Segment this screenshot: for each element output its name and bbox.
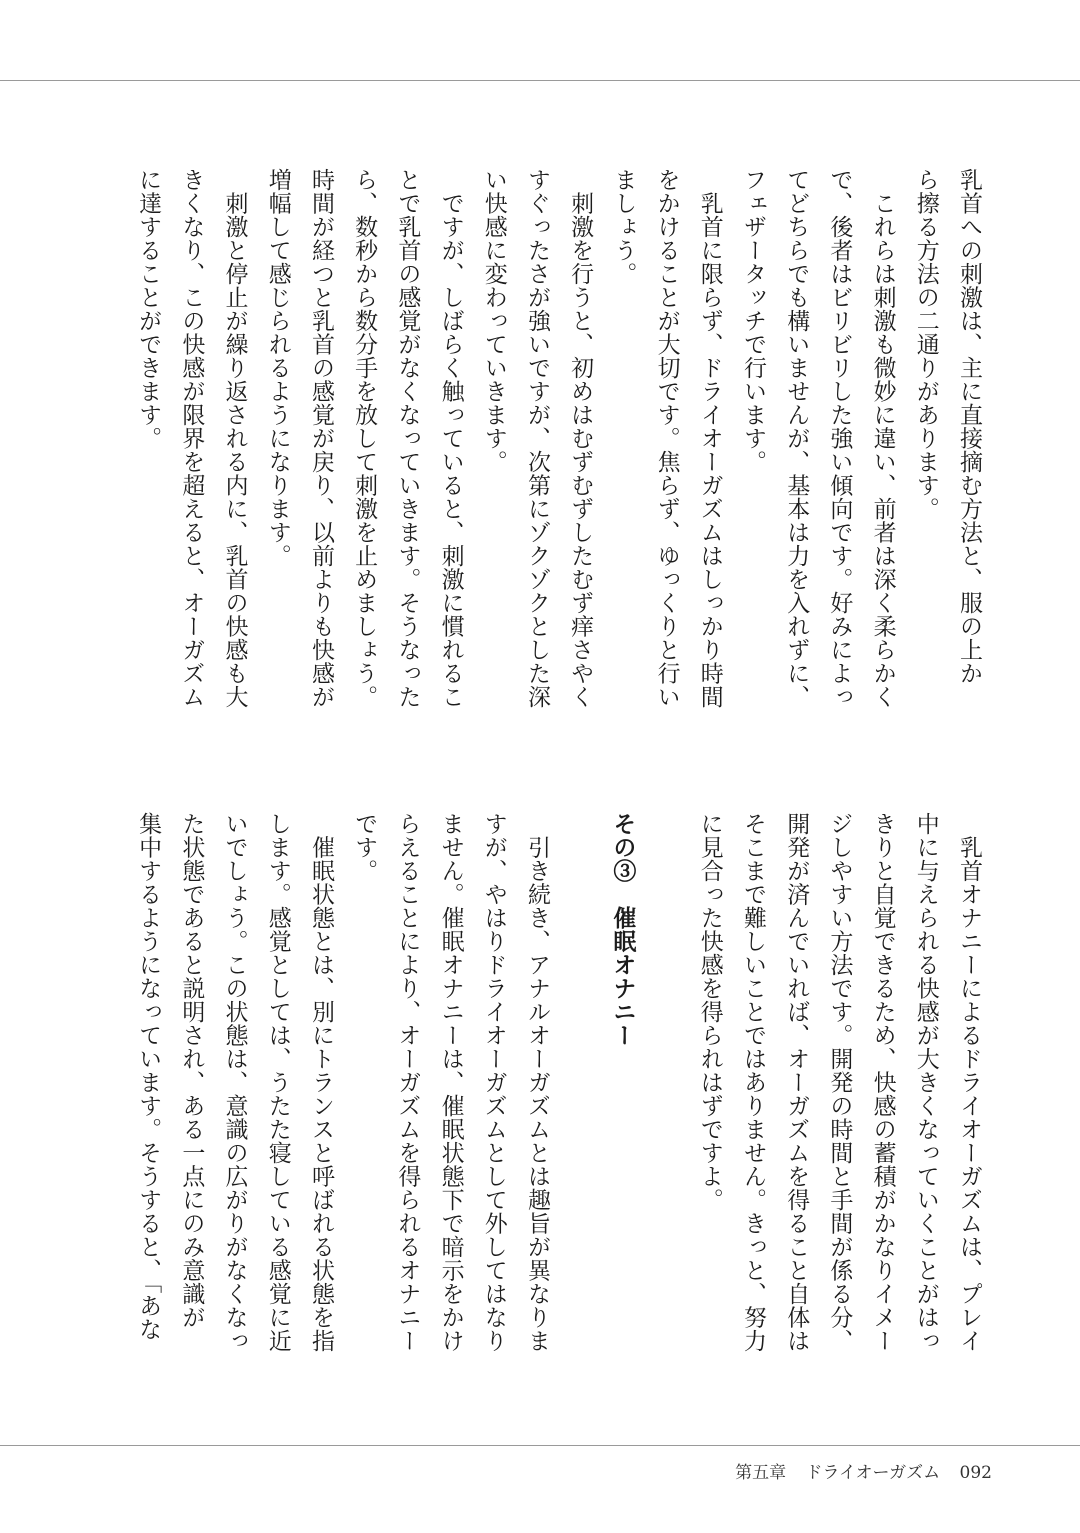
text-line: た状態であると説明され、ある一点にのみ意識が [178,812,205,1329]
text-line: 引き続き、アナルオーガズムとは趣旨が異なりま [523,812,550,1353]
text-line: 刺激を行うと、初めはむずむずしたむず痒さやく [567,168,594,709]
text-line: ましょう。 [610,168,637,286]
text-line: きくなり、この快感が限界を超えると、オーガズム [178,168,205,709]
text-line: これらは刺激も微妙に違い、前者は深く柔らかく [869,168,896,709]
text-line: すぐったさが強いですが、次第にゾクゾクとした深 [523,168,550,709]
text-line: 乳首オナニーによるドライオーガズムは、プレイ [956,812,982,1353]
bottom-rule [0,1445,1080,1446]
chapter-label: 第五章 [735,1463,787,1483]
text-line: 時間が経つと乳首の感覚が戻り、以前よりも快感が [307,168,334,709]
text-line: 乳首への刺激は、主に直接摘む方法と、服の上か [956,168,982,685]
text-line: いでしょう。この状態は、意識の広がりがなくなっ [221,812,248,1353]
text-line: らえることにより、オーガズムを得られるオナニー [394,812,421,1353]
chapter-title: ドライオーガズム [805,1463,941,1483]
text-line: 刺激と停止が繰り返される内に、乳首の快感も大 [221,168,248,709]
text-line: に達することができます。 [135,168,162,450]
text-line: ら、数秒から数分手を放して刺激を止めましょう。 [351,168,378,709]
text-line: に見合った快感を得られはずですよ。 [696,812,723,1212]
page-number: 092 [959,1463,992,1483]
text-line: ジしやすい方法です。開発の時間と手間が係る分、 [826,812,853,1353]
upper-text-block [126,168,990,748]
text-line: します。感覚としては、うたた寝している感覚に近 [264,812,291,1353]
text-line: をかけることが大切です。焦らず、ゆっくりと行い [653,168,680,709]
top-rule [0,80,1080,81]
text-line: です。 [351,812,378,883]
blank-line [644,812,687,1392]
text-line: い快感に変わっていきます。 [480,168,507,474]
text-line: きりと自覚できるため、快感の蓄積がかなりイメー [869,812,896,1353]
text-line: 開発が済んでいれば、オーガズムを得ること自体は [783,812,810,1353]
text-line: で、後者はビリビリした強い傾向です。好みによっ [826,168,853,709]
text-line: そこまで難しいことではありません。きっと、努力 [739,812,766,1353]
section-heading: その③ 催眠オナニー [609,812,637,1047]
text-line: ません。催眠オナニーは、催眠状態下で暗示をかけ [437,812,464,1353]
text-line: フェザータッチで行います。 [739,168,766,474]
text-line: ら擦る方法の二通りがあります。 [912,168,939,521]
text-line: 乳首に限らず、ドライオーガズムはしっかり時間 [696,168,723,709]
text-line: 中に与えられる快感が大きくなっていくことがはっ [912,812,939,1353]
blank-line [558,812,601,1392]
text-line: すが、やはりドライオーガズムとして外してはなり [480,812,507,1353]
text-line: とで乳首の感覚がなくなっていきます。そうなった [394,168,421,709]
text-line: 増幅して感じられるようになります。 [264,168,291,568]
text-line: ですが、しばらく触っていると、刺激に慣れるこ [437,168,464,709]
text-line: てどちらでも構いませんが、基本は力を入れずに、 [783,168,810,709]
lower-text-block [126,812,990,1392]
text-line: 催眠状態とは、別にトランスと呼ばれる状態を指 [307,812,334,1353]
text-line: 集中するようになっています。そうすると、「あな [135,812,162,1341]
page-footer [721,1458,992,1483]
